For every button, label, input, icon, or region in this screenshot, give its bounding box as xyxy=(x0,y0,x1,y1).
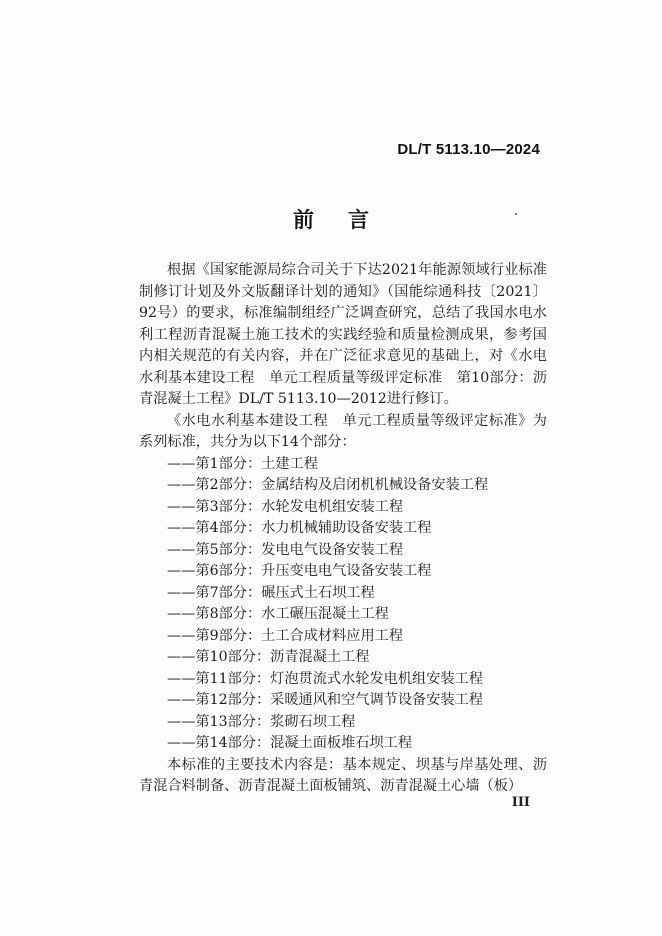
parts-list xyxy=(139,454,547,755)
standard-code: DL/T 5113.10—2024 xyxy=(397,141,540,158)
part-item: ——第4部分：水力机械辅助设备安装工程 xyxy=(167,520,432,536)
part-item: ——第10部分：沥青混凝土工程 xyxy=(167,649,370,665)
part-item: ——第7部分：碾压式土石坝工程 xyxy=(167,584,375,601)
part-item: ——第14部分：混凝土面板堆石坝工程 xyxy=(167,735,413,751)
paragraph-technical-contents: 本标准的主要技术内容是：基本规定、坝基与岸基处理、沥青混合料制备、沥青混凝土面板铺筑、沥青混凝土心墙（板） xyxy=(139,756,547,794)
part-item: ——第13部分：浆砌石坝工程 xyxy=(167,713,356,730)
part-item: ——第1部分：土建工程 xyxy=(167,455,318,472)
part-item: ——第12部分：采暖通风和空气调节设备安装工程 xyxy=(167,692,483,708)
part-item: ——第2部分：金属结构及启闭机机械设备安装工程 xyxy=(167,477,489,493)
part-item: ——第9部分：土工合成材料应用工程 xyxy=(167,627,404,644)
part-item: ——第3部分：水轮发电机组安装工程 xyxy=(167,498,404,515)
body-text xyxy=(139,260,547,798)
part-item: ——第11部分：灯泡贯流式水轮发电机组安装工程 xyxy=(167,670,483,687)
paragraph-background: 根据《国家能源局综合司关于下达2021年能源领域行业标准制修订计划及外文版翻译计划的通知》（国能综通科技〔2021〕92号）的要求，标准编制组经广泛调查研究，总结了我国水电水利工程沥青混凝土施工技术的实践经验和质量检测成果，参考国内相关规范的有关内容，并在广泛征求意见的基础上，对《水电水利基本建设工程 单元工程质量等级评定标准 第10部分：沥青混凝土工程》DL/T 5113.10—2012进行修订。 xyxy=(139,262,547,407)
paragraph-series-intro: 《水电水利基本建设工程 单元工程质量等级评定标准》为系列标准，共分为以下14个部分： xyxy=(139,412,547,450)
part-item: ——第8部分：水工碾压混凝土工程 xyxy=(167,606,389,622)
part-item: ——第5部分：发电电气设备安装工程 xyxy=(167,541,404,558)
scan-speck xyxy=(515,213,517,215)
part-item: ——第6部分：升压变电电气设备安装工程 xyxy=(167,563,432,579)
page-number: III xyxy=(511,795,530,810)
page-title: 前言 xyxy=(293,207,403,232)
